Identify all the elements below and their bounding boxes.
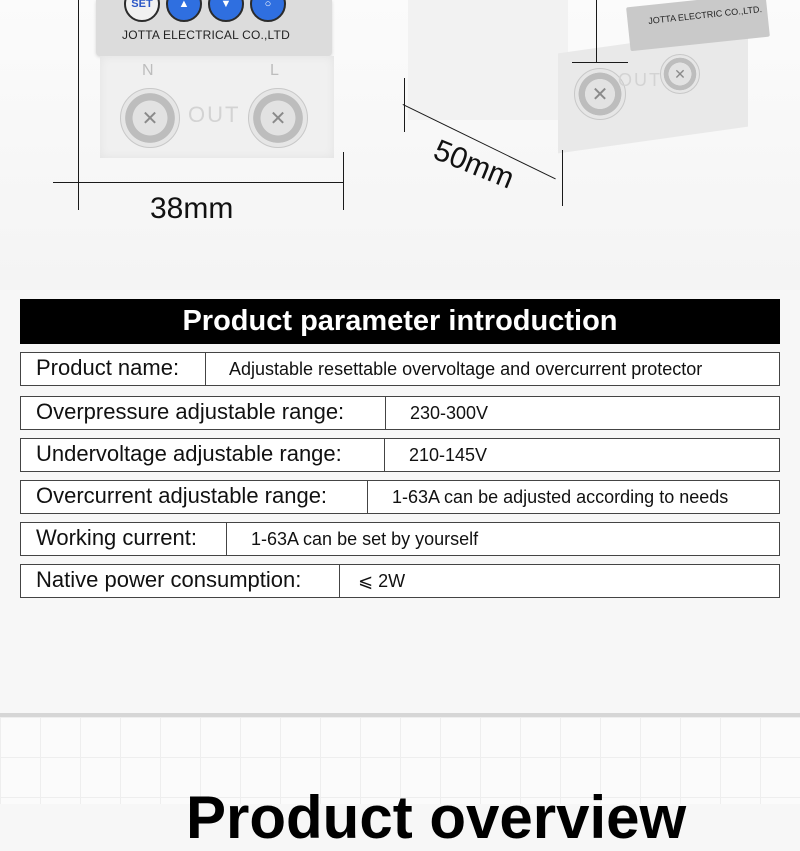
screw-terminal-icon: ✕ (248, 88, 308, 148)
param-value: 230-300V (410, 403, 489, 423)
set-button-icon: SET (124, 0, 160, 22)
product-illustration (0, 0, 800, 290)
param-label: Overpressure adjustable range: (21, 397, 386, 429)
device-front-panel (96, 0, 332, 56)
param-row-working-current (20, 522, 780, 556)
terminal-l-label: L (270, 62, 279, 79)
param-value: 210-145V (409, 445, 488, 465)
param-row-overcurrent (20, 480, 780, 514)
brand-label-front: JOTTA ELECTRICAL CO.,LTD (122, 28, 290, 42)
param-label: Working current: (21, 523, 227, 555)
dimension-line (572, 62, 628, 63)
param-row-product-name (20, 352, 780, 386)
param-value: Adjustable resettable overvoltage and overcurrent protector (229, 359, 703, 379)
param-value: ⩽ 2W (358, 571, 406, 591)
out-label-front: OUT (188, 102, 241, 127)
param-row-power-consumption (20, 564, 780, 598)
width-dimension-label: 38mm (150, 192, 234, 225)
param-value: 1-63A can be set by yourself (251, 529, 479, 549)
dimension-line (78, 0, 79, 210)
param-label: Product name: (21, 353, 206, 385)
down-button-icon: ▼ (208, 0, 244, 22)
param-row-overpressure (20, 396, 780, 430)
dimension-line (596, 0, 597, 62)
device-button-row (124, 0, 286, 22)
screw-terminal-icon: ✕ (660, 54, 700, 94)
param-label: Native power consumption: (21, 565, 340, 597)
dimension-line (53, 182, 343, 183)
out-label-side: OUT (618, 70, 662, 90)
param-label: Overcurrent adjustable range: (21, 481, 368, 513)
dimension-line (343, 152, 344, 210)
screw-terminal-icon: ✕ (574, 68, 626, 120)
depth-dimension-label: 50mm (429, 133, 519, 196)
section-title: Product parameter introduction (20, 299, 780, 344)
param-value: 1-63A can be adjusted according to needs (392, 487, 729, 507)
param-label: Undervoltage adjustable range: (21, 439, 385, 471)
dimension-line (562, 150, 563, 206)
terminal-n-label: N (142, 62, 154, 79)
screw-terminal-icon: ✕ (120, 88, 180, 148)
up-button-icon: ▲ (166, 0, 202, 22)
param-row-undervoltage (20, 438, 780, 472)
reset-button-icon: ○ (250, 0, 286, 22)
brand-label-side: JOTTA ELECTRIC CO.,LTD. (647, 4, 763, 26)
next-section-title: Product overview (186, 784, 687, 851)
